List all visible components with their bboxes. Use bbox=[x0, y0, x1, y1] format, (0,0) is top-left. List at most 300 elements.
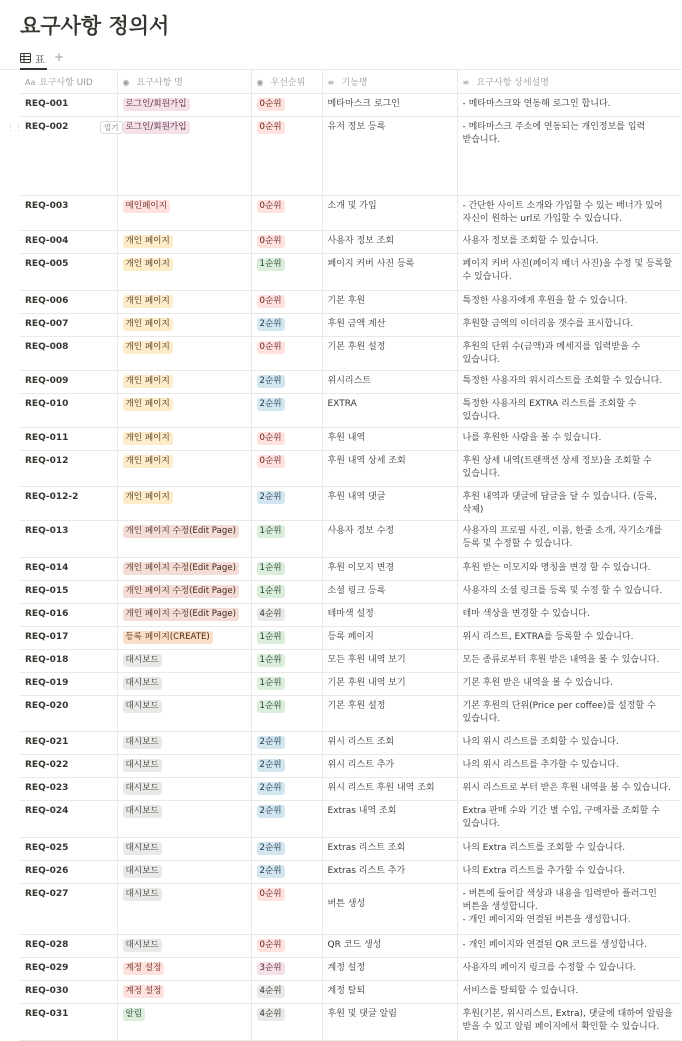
feature-name-text: 버튼 생성 bbox=[327, 898, 366, 909]
feature-name-text: 소셜 링크 등록 bbox=[327, 585, 386, 596]
feature-name-text: 후원 내역 댓글 bbox=[327, 491, 386, 502]
feature-name-text: 위시 리스트 추가 bbox=[327, 759, 395, 770]
cell-feature-name[interactable] bbox=[322, 370, 457, 393]
tab-table-view[interactable] bbox=[20, 48, 47, 70]
requirement-name-tag: 메인페이지 bbox=[123, 200, 171, 213]
cell-feature-name[interactable] bbox=[322, 450, 457, 486]
feature-name-text: 소개 및 가입 bbox=[327, 200, 377, 211]
description-text: 모든 종류로부터 후원 받은 내역을 볼 수 있습니다. bbox=[462, 654, 660, 665]
cell-uid[interactable] bbox=[20, 116, 117, 195]
table-icon bbox=[20, 53, 31, 63]
cell-requirement-name[interactable] bbox=[117, 837, 251, 860]
table-row[interactable] bbox=[20, 731, 680, 754]
cell-feature-name[interactable] bbox=[322, 934, 457, 957]
description-text: 사용자의 페이지 링크를 수정할 수 있습니다. bbox=[462, 962, 637, 973]
cell-uid[interactable] bbox=[20, 777, 117, 800]
cell-uid[interactable] bbox=[20, 195, 117, 230]
description-text: 위시 리스트로 부터 받은 후원 내역을 볼 수 있습니다. bbox=[462, 782, 671, 793]
table-row[interactable] bbox=[20, 230, 680, 253]
cell-feature-name[interactable] bbox=[322, 290, 457, 313]
cell-description[interactable] bbox=[457, 290, 680, 313]
cell-feature-name[interactable] bbox=[322, 800, 457, 837]
description-text: 사용자 정보를 조회할 수 있습니다. bbox=[462, 235, 599, 246]
feature-name-text: Extras 리스트 조회 bbox=[327, 842, 406, 853]
table-row[interactable] bbox=[20, 800, 680, 837]
table-row[interactable] bbox=[20, 393, 680, 427]
cell-description[interactable] bbox=[457, 195, 680, 230]
cell-requirement-name[interactable] bbox=[117, 603, 251, 626]
cell-description[interactable] bbox=[457, 649, 680, 672]
cell-requirement-name[interactable] bbox=[117, 486, 251, 520]
cell-feature-name[interactable] bbox=[322, 336, 457, 370]
cell-priority[interactable] bbox=[251, 290, 322, 313]
uid-text: REQ-031 bbox=[25, 1008, 69, 1019]
column-header-name[interactable]: ◉ 요구사항 명 bbox=[117, 70, 251, 93]
cell-feature-name[interactable] bbox=[322, 1003, 457, 1040]
table-row[interactable] bbox=[20, 313, 680, 336]
text-property-icon: ≡ bbox=[327, 77, 335, 87]
cell-priority[interactable] bbox=[251, 450, 322, 486]
requirement-name-tag: 계정 설정 bbox=[123, 962, 165, 975]
cell-uid[interactable] bbox=[20, 837, 117, 860]
cell-requirement-name[interactable] bbox=[117, 957, 251, 980]
cell-priority[interactable] bbox=[251, 370, 322, 393]
cell-description[interactable] bbox=[457, 754, 680, 777]
table-row[interactable] bbox=[20, 486, 680, 520]
cell-requirement-name[interactable] bbox=[117, 195, 251, 230]
description-text: 후원 상세 내역(트랜잭션 상세 정보)을 조회할 수 있습니다. bbox=[462, 455, 652, 479]
cell-feature-name[interactable] bbox=[322, 116, 457, 195]
cell-requirement-name[interactable] bbox=[117, 253, 251, 290]
cell-description[interactable] bbox=[457, 1003, 680, 1040]
table-row[interactable] bbox=[20, 1003, 680, 1040]
cell-uid[interactable] bbox=[20, 860, 117, 883]
feature-name-text: Extras 리스트 추가 bbox=[327, 865, 406, 876]
cell-feature-name[interactable] bbox=[322, 860, 457, 883]
cell-feature-name[interactable] bbox=[322, 253, 457, 290]
cell-feature-name[interactable] bbox=[322, 580, 457, 603]
cell-description[interactable] bbox=[457, 253, 680, 290]
table-row[interactable] bbox=[20, 195, 680, 230]
table-row[interactable] bbox=[20, 672, 680, 695]
cell-requirement-name[interactable] bbox=[117, 800, 251, 837]
requirement-name-tag: 대시보드 bbox=[123, 842, 162, 855]
cell-description[interactable] bbox=[457, 626, 680, 649]
table-row[interactable] bbox=[20, 557, 680, 580]
table-row[interactable] bbox=[20, 695, 680, 731]
cell-requirement-name[interactable] bbox=[117, 450, 251, 486]
description-text: - 메타마스크와 연동해 로그인 합니다. bbox=[462, 98, 611, 109]
cell-uid[interactable] bbox=[20, 520, 117, 557]
feature-name-text: QR 코드 생성 bbox=[327, 939, 382, 950]
cell-requirement-name[interactable] bbox=[117, 230, 251, 253]
view-bar bbox=[0, 44, 682, 70]
table-row[interactable] bbox=[20, 980, 680, 1003]
cell-feature-name[interactable] bbox=[322, 626, 457, 649]
priority-tag: 1순위 bbox=[257, 585, 285, 598]
cell-uid[interactable] bbox=[20, 93, 117, 116]
description-text: 특정한 사용자의 위시리스트를 조회할 수 있습니다. bbox=[462, 375, 663, 386]
cell-requirement-name[interactable] bbox=[117, 427, 251, 450]
cell-description[interactable] bbox=[457, 800, 680, 837]
description-text: 나의 위시 리스트를 조회할 수 있습니다. bbox=[462, 736, 619, 747]
cell-priority[interactable] bbox=[251, 195, 322, 230]
cell-priority[interactable] bbox=[251, 520, 322, 557]
table-row[interactable] bbox=[20, 754, 680, 777]
uid-text: REQ-029 bbox=[25, 962, 69, 973]
priority-tag: 0순위 bbox=[257, 888, 285, 901]
cell-priority[interactable] bbox=[251, 603, 322, 626]
cell-priority[interactable] bbox=[251, 93, 322, 116]
cell-requirement-name[interactable] bbox=[117, 626, 251, 649]
cell-uid[interactable] bbox=[20, 800, 117, 837]
cell-description[interactable] bbox=[457, 116, 680, 195]
description-text: Extra 판매 수와 기간 별 수입, 구매자를 조회할 수 있습니다. bbox=[462, 805, 660, 829]
cell-description[interactable] bbox=[457, 580, 680, 603]
cell-feature-name[interactable] bbox=[322, 603, 457, 626]
cell-requirement-name[interactable] bbox=[117, 93, 251, 116]
requirement-name-tag: 대시보드 bbox=[123, 677, 162, 690]
description-line: - 개인 페이지와 연결된 버튼을 생성합니다. bbox=[462, 914, 631, 925]
description-text: 사용자의 프로필 사진, 이름, 한줄 소개, 자기소개를 등록 및 수정할 수 있습니다. bbox=[462, 525, 663, 549]
cell-feature-name[interactable] bbox=[322, 93, 457, 116]
cell-priority[interactable] bbox=[251, 672, 322, 695]
priority-tag: 4순위 bbox=[257, 1008, 285, 1021]
uid-text: REQ-019 bbox=[25, 677, 69, 688]
priority-tag: 2순위 bbox=[257, 375, 285, 388]
cell-description[interactable] bbox=[457, 957, 680, 980]
cell-feature-name[interactable] bbox=[322, 649, 457, 672]
cell-priority[interactable] bbox=[251, 777, 322, 800]
cell-feature-name[interactable] bbox=[322, 731, 457, 754]
uid-text: REQ-025 bbox=[25, 842, 69, 853]
table-row[interactable] bbox=[20, 253, 680, 290]
cell-uid[interactable] bbox=[20, 1003, 117, 1040]
table-row[interactable] bbox=[20, 883, 680, 934]
cell-feature-name[interactable] bbox=[322, 837, 457, 860]
cell-priority[interactable] bbox=[251, 626, 322, 649]
cell-description[interactable] bbox=[457, 393, 680, 427]
cell-priority[interactable] bbox=[251, 393, 322, 427]
description-text: 특정한 사용자에게 후원을 할 수 있습니다. bbox=[462, 295, 628, 306]
cell-requirement-name[interactable] bbox=[117, 290, 251, 313]
cell-uid[interactable] bbox=[20, 731, 117, 754]
cell-requirement-name[interactable] bbox=[117, 860, 251, 883]
cell-feature-name[interactable] bbox=[322, 230, 457, 253]
feature-name-text: 후원 이모지 변경 bbox=[327, 562, 395, 573]
cell-priority[interactable] bbox=[251, 980, 322, 1003]
requirement-name-tag: 개인 페이지 bbox=[123, 341, 173, 354]
cell-description[interactable] bbox=[457, 557, 680, 580]
description-text: - 개인 페이지와 연결된 QR 코드를 생성합니다. bbox=[462, 939, 647, 950]
requirement-name-tag: 대시보드 bbox=[123, 888, 162, 901]
table-row[interactable] bbox=[20, 777, 680, 800]
cell-feature-name[interactable] bbox=[322, 957, 457, 980]
requirement-name-tag: 개인 페이지 bbox=[123, 318, 173, 331]
cell-priority[interactable] bbox=[251, 860, 322, 883]
cell-feature-name[interactable] bbox=[322, 195, 457, 230]
cell-description[interactable] bbox=[457, 427, 680, 450]
cell-requirement-name[interactable] bbox=[117, 336, 251, 370]
uid-text: REQ-022 bbox=[25, 759, 69, 770]
cell-uid[interactable] bbox=[20, 626, 117, 649]
uid-text: REQ-021 bbox=[25, 736, 69, 747]
requirement-name-tag: 개인 페이지 bbox=[123, 455, 173, 468]
feature-name-text: 위시 리스트 후원 내역 조회 bbox=[327, 782, 435, 793]
cell-uid[interactable] bbox=[20, 980, 117, 1003]
cell-priority[interactable] bbox=[251, 336, 322, 370]
cell-description[interactable] bbox=[457, 486, 680, 520]
uid-text: REQ-002 bbox=[25, 121, 69, 132]
cell-description[interactable] bbox=[457, 695, 680, 731]
feature-name-text: 기본 후원 내역 보기 bbox=[327, 677, 406, 688]
table-row[interactable] bbox=[20, 934, 680, 957]
table-row[interactable] bbox=[20, 93, 680, 116]
priority-tag: 2순위 bbox=[257, 782, 285, 795]
cell-feature-name[interactable] bbox=[322, 486, 457, 520]
cell-priority[interactable] bbox=[251, 230, 322, 253]
cell-feature-name[interactable] bbox=[322, 520, 457, 557]
description-line: - 버튼에 들어갈 색상과 내용을 입력받아 플러그인 버튼을 생성합니다. bbox=[462, 888, 657, 912]
cell-uid[interactable] bbox=[20, 450, 117, 486]
cell-requirement-name[interactable] bbox=[117, 370, 251, 393]
cell-feature-name[interactable] bbox=[322, 695, 457, 731]
feature-name-text: 사용자 정보 조회 bbox=[327, 235, 395, 246]
table-row[interactable] bbox=[20, 649, 680, 672]
add-view-button[interactable]: + bbox=[54, 50, 65, 64]
cell-requirement-name[interactable] bbox=[117, 557, 251, 580]
description-text: 서비스를 탈퇴할 수 있습니다. bbox=[462, 985, 579, 996]
cell-priority[interactable] bbox=[251, 427, 322, 450]
cell-uid[interactable] bbox=[20, 883, 117, 934]
feature-name-text: EXTRA bbox=[327, 398, 357, 409]
priority-tag: 1순위 bbox=[257, 654, 285, 667]
priority-tag: 0순위 bbox=[257, 341, 285, 354]
requirement-name-tag: 계정 설정 bbox=[123, 985, 165, 998]
cell-uid[interactable] bbox=[20, 230, 117, 253]
cell-requirement-name[interactable] bbox=[117, 695, 251, 731]
requirement-name-tag: 개인 페이지 bbox=[123, 398, 173, 411]
table-row[interactable] bbox=[20, 626, 680, 649]
cell-uid[interactable] bbox=[20, 649, 117, 672]
cell-uid[interactable] bbox=[20, 957, 117, 980]
requirement-name-tag: 등록 페이지(CREATE) bbox=[123, 631, 213, 644]
requirement-name-tag: 대시보드 bbox=[123, 805, 162, 818]
cell-requirement-name[interactable] bbox=[117, 393, 251, 427]
cell-requirement-name[interactable] bbox=[117, 649, 251, 672]
cell-uid[interactable] bbox=[20, 580, 117, 603]
description-text: 위시 리스트, EXTRA를 등록할 수 있습니다. bbox=[462, 631, 634, 642]
cell-priority[interactable] bbox=[251, 253, 322, 290]
cell-requirement-name[interactable] bbox=[117, 1003, 251, 1040]
cell-priority[interactable] bbox=[251, 934, 322, 957]
description-text: 특정한 사용자의 EXTRA 리스트를 조회할 수 있습니다. bbox=[462, 398, 637, 422]
cell-uid[interactable] bbox=[20, 695, 117, 731]
requirement-name-tag: 대시보드 bbox=[123, 759, 162, 772]
description-text: 나의 위시 리스트를 추가할 수 있습니다. bbox=[462, 759, 619, 770]
cell-requirement-name[interactable] bbox=[117, 883, 251, 934]
cell-uid[interactable] bbox=[20, 934, 117, 957]
cell-uid[interactable] bbox=[20, 336, 117, 370]
table-row[interactable] bbox=[20, 860, 680, 883]
cell-description[interactable] bbox=[457, 520, 680, 557]
cell-feature-name[interactable] bbox=[322, 883, 457, 934]
cell-feature-name[interactable] bbox=[322, 672, 457, 695]
priority-tag: 2순위 bbox=[257, 736, 285, 749]
cell-feature-name[interactable] bbox=[322, 754, 457, 777]
feature-name-text: 사용자 정보 수정 bbox=[327, 525, 395, 536]
requirement-name-tag: 로그인/회원가입 bbox=[123, 121, 190, 134]
cell-requirement-name[interactable] bbox=[117, 313, 251, 336]
cell-priority[interactable] bbox=[251, 580, 322, 603]
cell-feature-name[interactable] bbox=[322, 980, 457, 1003]
column-header-priority[interactable]: ◉ 우선순위 bbox=[251, 70, 322, 93]
cell-description[interactable] bbox=[457, 370, 680, 393]
cell-uid[interactable] bbox=[20, 486, 117, 520]
cell-uid[interactable] bbox=[20, 290, 117, 313]
feature-name-text: 후원 내역 bbox=[327, 432, 366, 443]
column-header-description[interactable]: ≡ 요구사항 상세설명 bbox=[457, 70, 680, 93]
column-header-uid[interactable]: Aa 요구사항 UID bbox=[20, 70, 117, 93]
cell-description[interactable] bbox=[457, 731, 680, 754]
uid-text: REQ-015 bbox=[25, 585, 69, 596]
requirement-name-tag: 대시보드 bbox=[123, 654, 162, 667]
table-row[interactable] bbox=[20, 336, 680, 370]
requirement-name-tag: 대시보드 bbox=[123, 782, 162, 795]
table-row[interactable] bbox=[20, 290, 680, 313]
cell-requirement-name[interactable] bbox=[117, 777, 251, 800]
cell-description[interactable] bbox=[457, 672, 680, 695]
cell-description[interactable] bbox=[457, 336, 680, 370]
cell-uid[interactable] bbox=[20, 393, 117, 427]
cell-description[interactable] bbox=[457, 883, 680, 934]
drag-handle-icon[interactable]: ⋮⋮ bbox=[6, 123, 22, 133]
uid-text: REQ-020 bbox=[25, 700, 69, 711]
description-text: 기본 후원의 단위(Price per coffee)를 설정할 수 있습니다. bbox=[462, 700, 656, 724]
cell-uid[interactable] bbox=[20, 370, 117, 393]
cell-uid[interactable] bbox=[20, 557, 117, 580]
uid-text: REQ-013 bbox=[25, 525, 69, 536]
cell-requirement-name[interactable] bbox=[117, 980, 251, 1003]
table-row[interactable] bbox=[20, 116, 680, 195]
table-row[interactable] bbox=[20, 370, 680, 393]
priority-tag: 2순위 bbox=[257, 805, 285, 818]
cell-description[interactable] bbox=[457, 980, 680, 1003]
cell-requirement-name[interactable] bbox=[117, 754, 251, 777]
tab-table-label: 표 bbox=[35, 54, 45, 66]
cell-uid[interactable] bbox=[20, 754, 117, 777]
table-row[interactable] bbox=[20, 837, 680, 860]
column-header-feature[interactable]: ≡ 기능명 bbox=[322, 70, 457, 93]
priority-tag: 0순위 bbox=[257, 455, 285, 468]
cell-priority[interactable] bbox=[251, 486, 322, 520]
table-header-row bbox=[20, 70, 680, 93]
table-row[interactable] bbox=[20, 603, 680, 626]
cell-priority[interactable] bbox=[251, 557, 322, 580]
cell-priority[interactable] bbox=[251, 883, 322, 934]
cell-description[interactable] bbox=[457, 93, 680, 116]
feature-name-text: 기본 후원 설정 bbox=[327, 341, 386, 352]
cell-feature-name[interactable] bbox=[322, 557, 457, 580]
requirement-name-tag: 개인 페이지 bbox=[123, 235, 173, 248]
cell-requirement-name[interactable] bbox=[117, 934, 251, 957]
cell-uid[interactable] bbox=[20, 603, 117, 626]
cell-description[interactable] bbox=[457, 230, 680, 253]
requirement-name-tag: 개인 페이지 수정(Edit Page) bbox=[123, 562, 239, 575]
cell-feature-name[interactable] bbox=[322, 393, 457, 427]
cell-uid[interactable] bbox=[20, 427, 117, 450]
requirement-name-tag: 개인 페이지 수정(Edit Page) bbox=[123, 525, 239, 538]
priority-tag: 2순위 bbox=[257, 865, 285, 878]
uid-text: REQ-007 bbox=[25, 318, 69, 329]
cell-uid[interactable] bbox=[20, 253, 117, 290]
cell-uid[interactable] bbox=[20, 313, 117, 336]
uid-text: REQ-009 bbox=[25, 375, 69, 386]
cell-priority[interactable] bbox=[251, 837, 322, 860]
priority-tag: 2순위 bbox=[257, 398, 285, 411]
requirement-name-tag: 알림 bbox=[123, 1008, 146, 1021]
cell-requirement-name[interactable] bbox=[117, 672, 251, 695]
uid-text: REQ-023 bbox=[25, 782, 69, 793]
priority-tag: 2순위 bbox=[257, 842, 285, 855]
cell-description[interactable] bbox=[457, 860, 680, 883]
table-row[interactable] bbox=[20, 580, 680, 603]
cell-requirement-name[interactable] bbox=[117, 580, 251, 603]
priority-tag: 4순위 bbox=[257, 608, 285, 621]
cell-description[interactable] bbox=[457, 603, 680, 626]
cell-description[interactable] bbox=[457, 450, 680, 486]
priority-tag: 0순위 bbox=[257, 235, 285, 248]
table-row[interactable] bbox=[20, 450, 680, 486]
cell-priority[interactable] bbox=[251, 313, 322, 336]
uid-text: REQ-003 bbox=[25, 200, 69, 211]
feature-name-text: 후원 금액 계산 bbox=[327, 318, 386, 329]
text-property-icon: Aa bbox=[25, 77, 36, 87]
cell-requirement-name[interactable] bbox=[117, 116, 251, 195]
cell-description[interactable] bbox=[457, 777, 680, 800]
cell-priority[interactable] bbox=[251, 731, 322, 754]
cell-priority[interactable] bbox=[251, 695, 322, 731]
uid-text: REQ-027 bbox=[25, 888, 69, 899]
cell-feature-name[interactable] bbox=[322, 777, 457, 800]
cell-description[interactable] bbox=[457, 837, 680, 860]
cell-priority[interactable] bbox=[251, 754, 322, 777]
table-row[interactable] bbox=[20, 957, 680, 980]
cell-priority[interactable] bbox=[251, 649, 322, 672]
cell-description[interactable] bbox=[457, 313, 680, 336]
cell-priority[interactable] bbox=[251, 800, 322, 837]
cell-requirement-name[interactable] bbox=[117, 731, 251, 754]
table-row[interactable] bbox=[20, 427, 680, 450]
requirement-name-tag: 개인 페이지 bbox=[123, 432, 173, 445]
uid-text: REQ-008 bbox=[25, 341, 69, 352]
cell-priority[interactable] bbox=[251, 116, 322, 195]
cell-feature-name[interactable] bbox=[322, 427, 457, 450]
description-text: 나의 Extra 리스트를 조회할 수 있습니다. bbox=[462, 842, 626, 853]
description-text: 후원의 단위 수(금액)과 메세지를 입력받을 수 있습니다. bbox=[462, 341, 641, 365]
cell-uid[interactable] bbox=[20, 672, 117, 695]
cell-requirement-name[interactable] bbox=[117, 520, 251, 557]
table-row[interactable] bbox=[20, 520, 680, 557]
priority-tag: 2순위 bbox=[257, 318, 285, 331]
description-text: 테마 색상을 변경할 수 있습니다. bbox=[462, 608, 590, 619]
cell-priority[interactable] bbox=[251, 957, 322, 980]
priority-tag: 1순위 bbox=[257, 258, 285, 271]
cell-description[interactable] bbox=[457, 934, 680, 957]
cell-priority[interactable] bbox=[251, 1003, 322, 1040]
open-page-button[interactable]: 열기 bbox=[100, 121, 123, 134]
cell-feature-name[interactable] bbox=[322, 313, 457, 336]
